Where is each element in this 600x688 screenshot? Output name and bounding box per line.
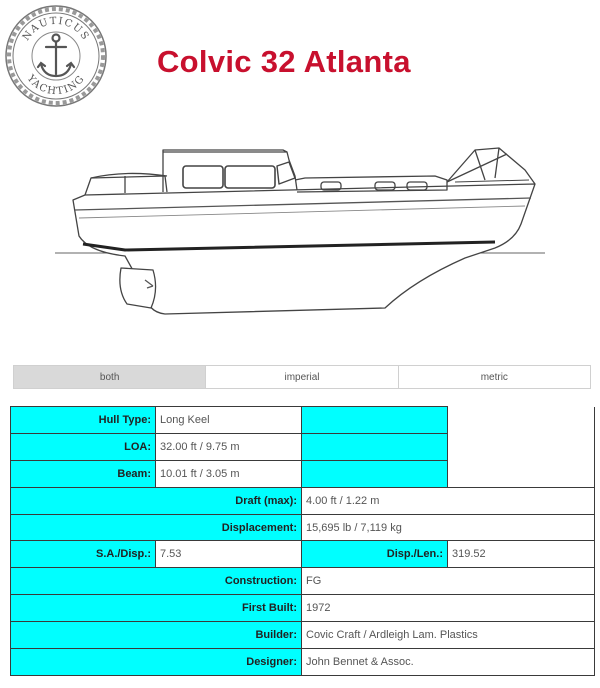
empty-cell xyxy=(448,407,595,434)
empty-cell xyxy=(302,460,448,487)
table-row xyxy=(11,595,595,622)
unit-option-both[interactable]: both xyxy=(14,366,206,388)
loa-value: 32.00 ft / 9.75 m xyxy=(156,433,302,460)
table-row xyxy=(11,407,595,434)
page-title: Colvic 32 Atlanta xyxy=(157,44,411,79)
hull-type-value: Long Keel xyxy=(156,407,302,434)
boat-profile-drawing xyxy=(55,140,545,320)
logo-top-text: NAUTICUS xyxy=(20,15,92,43)
designer-label: Designer: xyxy=(11,649,302,676)
table-row xyxy=(11,460,595,487)
unit-option-metric[interactable]: metric xyxy=(399,366,590,388)
disp-len-label: Disp./Len.: xyxy=(302,541,448,568)
table-row xyxy=(11,622,595,649)
construction-label: Construction: xyxy=(11,568,302,595)
empty-cell xyxy=(448,433,595,460)
beam-label: Beam: xyxy=(11,460,156,487)
draft-label: Draft (max): xyxy=(11,487,302,514)
construction-value: FG xyxy=(302,568,595,595)
disp-len-value: 319.52 xyxy=(448,541,595,568)
sa-disp-label: S.A./Disp.: xyxy=(11,541,156,568)
specs-table xyxy=(10,406,595,676)
first-built-value: 1972 xyxy=(302,595,595,622)
displacement-label: Displacement: xyxy=(11,514,302,541)
builder-label: Builder: xyxy=(11,622,302,649)
empty-cell xyxy=(302,407,448,434)
nauticus-yachting-logo xyxy=(4,4,108,108)
builder-value: Covic Craft / Ardleigh Lam. Plastics xyxy=(302,622,595,649)
designer-value: John Bennet & Assoc. xyxy=(302,649,595,676)
unit-toggle xyxy=(13,365,591,389)
logo-bottom-text: YACHTING xyxy=(24,73,88,98)
hull-type-label: Hull Type: xyxy=(11,407,156,434)
unit-option-imperial[interactable]: imperial xyxy=(206,366,398,388)
table-row xyxy=(11,433,595,460)
draft-value: 4.00 ft / 1.22 m xyxy=(302,487,595,514)
displacement-value: 15,695 lb / 7,119 kg xyxy=(302,514,595,541)
table-row xyxy=(11,541,595,568)
table-row xyxy=(11,568,595,595)
empty-cell xyxy=(448,460,595,487)
first-built-label: First Built: xyxy=(11,595,302,622)
table-row xyxy=(11,487,595,514)
loa-label: LOA: xyxy=(11,433,156,460)
table-row xyxy=(11,514,595,541)
beam-value: 10.01 ft / 3.05 m xyxy=(156,460,302,487)
empty-cell xyxy=(302,433,448,460)
table-row xyxy=(11,649,595,676)
sa-disp-value: 7.53 xyxy=(156,541,302,568)
